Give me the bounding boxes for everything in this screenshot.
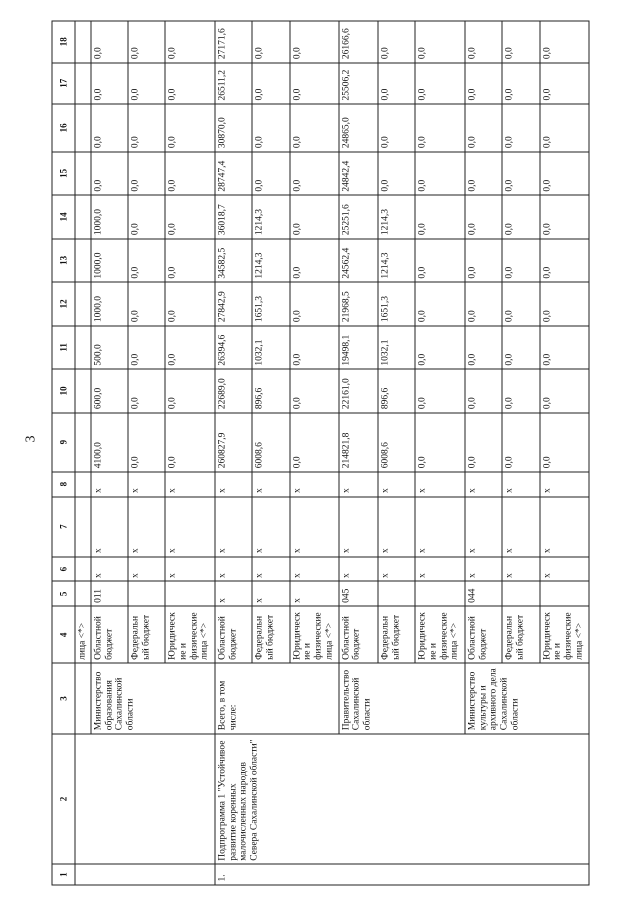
cell-value: 0,0 <box>502 195 539 239</box>
cell-code: 045 <box>338 581 377 606</box>
cell-x: x <box>338 496 377 556</box>
cell-value: 36018,7 <box>215 195 252 239</box>
cell-x: x <box>215 496 252 556</box>
cell-value: 1214,3 <box>378 195 415 239</box>
cell-value: 0,0 <box>539 104 588 152</box>
cell-value: 0,0 <box>502 62 539 103</box>
cell-value: 500,0 <box>90 325 127 369</box>
cell-source: Областной бюджет <box>338 606 377 663</box>
cell-x: x <box>502 556 539 581</box>
cell-source: Областной бюджет <box>90 606 127 663</box>
budget-table <box>51 20 589 885</box>
cell-value: 0,0 <box>128 412 165 471</box>
cell-value: 26394,6 <box>215 325 252 369</box>
cell-x: x <box>415 471 465 496</box>
cell-value: 0,0 <box>415 21 465 63</box>
cell-code: 011 <box>90 581 127 606</box>
cell-value: 6008,6 <box>378 412 415 471</box>
cell-value: 0,0 <box>128 21 165 63</box>
cell-value: 0,0 <box>378 21 415 63</box>
cell-value: 30870,0 <box>215 104 252 152</box>
cell-x: x <box>252 496 289 556</box>
cell-empty <box>74 663 90 733</box>
col-header: 12 <box>52 282 75 326</box>
cell-value: 4100,0 <box>90 412 127 471</box>
cell-value: 0,0 <box>289 282 338 326</box>
cell-x: x <box>415 496 465 556</box>
cell-value: 0,0 <box>415 151 465 195</box>
cell-value: 0,0 <box>378 151 415 195</box>
cell-x: x <box>128 556 165 581</box>
cell-value: 0,0 <box>502 238 539 282</box>
cell-executor: Министерство образования Сахалинской области <box>90 663 214 733</box>
cell-value: 0,0 <box>90 62 127 103</box>
cell-code: x <box>289 581 338 606</box>
cell-value: 214821,8 <box>338 412 377 471</box>
cell-source: Областной бюджет <box>215 606 252 663</box>
cell-value: 24842,4 <box>338 151 377 195</box>
cell-value: 27171,6 <box>215 21 252 63</box>
page-number: 3 <box>23 435 39 443</box>
cell-x: x <box>289 556 338 581</box>
col-header: 7 <box>52 496 75 556</box>
cell-value: 0,0 <box>165 238 215 282</box>
cell-value: 0,0 <box>502 325 539 369</box>
cell-value: 600,0 <box>90 369 127 413</box>
cell-value: 896,6 <box>252 369 289 413</box>
cell-value: 0,0 <box>465 151 502 195</box>
cell-value: 0,0 <box>165 104 215 152</box>
cell-value: 1214,3 <box>252 195 289 239</box>
cell-value: 27842,9 <box>215 282 252 326</box>
cell-value: 0,0 <box>252 151 289 195</box>
cell-value: 0,0 <box>539 62 588 103</box>
cell-value: 19498,1 <box>338 325 377 369</box>
cell-value: 0,0 <box>252 21 289 63</box>
cell-value: 22161,0 <box>338 369 377 413</box>
cell-value: 34582,5 <box>215 238 252 282</box>
col-header: 13 <box>52 238 75 282</box>
cell-code <box>378 581 415 606</box>
cell-x: x <box>539 471 588 496</box>
cell-source: Федеральный бюджет <box>502 606 539 663</box>
cell-x: x <box>378 471 415 496</box>
cell-value: 0,0 <box>465 104 502 152</box>
header-row <box>52 21 75 885</box>
cell-value: 22689,0 <box>215 369 252 413</box>
cell-code <box>539 581 588 606</box>
cell-value: 21968,5 <box>338 282 377 326</box>
cell-value: 0,0 <box>128 238 165 282</box>
cell-code <box>502 581 539 606</box>
cell-x: x <box>165 556 215 581</box>
cell-value: 0,0 <box>539 412 588 471</box>
cell-x: x <box>378 496 415 556</box>
col-header: 9 <box>52 412 75 471</box>
cell-value: 0,0 <box>378 104 415 152</box>
cell-x: x <box>502 496 539 556</box>
fragment-row <box>74 21 90 885</box>
cell-x: x <box>378 556 415 581</box>
col-header: 2 <box>52 733 75 864</box>
cell-code: x <box>252 581 289 606</box>
cell-source: Юридические и физические лица <*> <box>165 606 215 663</box>
cell-value: 0,0 <box>415 104 465 152</box>
cell-x: x <box>539 496 588 556</box>
cell-value: 0,0 <box>128 104 165 152</box>
cell-value: 0,0 <box>165 21 215 63</box>
cell-value: 0,0 <box>252 62 289 103</box>
cell-value: 0,0 <box>128 151 165 195</box>
cell-value: 0,0 <box>539 195 588 239</box>
cell-value: 0,0 <box>165 282 215 326</box>
cell-value: 0,0 <box>465 412 502 471</box>
cell-number: 1. <box>215 864 589 885</box>
cell-x: x <box>252 556 289 581</box>
cell-value: 0,0 <box>128 62 165 103</box>
cell-value: 1032,1 <box>378 325 415 369</box>
cell-value: 0,0 <box>539 369 588 413</box>
cell-value: 0,0 <box>465 282 502 326</box>
cell-value: 0,0 <box>465 369 502 413</box>
cell-x: x <box>415 556 465 581</box>
cell-value: 0,0 <box>165 412 215 471</box>
cell-value: 0,0 <box>378 62 415 103</box>
cell-x: x <box>465 556 502 581</box>
col-header: 1 <box>52 864 75 885</box>
cell-x: x <box>215 556 252 581</box>
cell-source: Федеральный бюджет <box>378 606 415 663</box>
cell-x: x <box>338 471 377 496</box>
cell-code <box>128 581 165 606</box>
cell-value: 0,0 <box>415 325 465 369</box>
cell-value: 0,0 <box>165 325 215 369</box>
col-header: 15 <box>52 151 75 195</box>
col-header: 18 <box>52 21 75 63</box>
table-row <box>215 21 252 885</box>
cell-x: x <box>128 471 165 496</box>
cell-value: 28747,4 <box>215 151 252 195</box>
cell-value: 0,0 <box>539 282 588 326</box>
cell-value: 1000,0 <box>90 195 127 239</box>
cell-value: 25251,6 <box>338 195 377 239</box>
cell-code: 044 <box>465 581 502 606</box>
cell-value: 0,0 <box>539 325 588 369</box>
cell-value: 0,0 <box>502 21 539 63</box>
col-header: 8 <box>52 471 75 496</box>
col-header: 4 <box>52 606 75 663</box>
cell-x: x <box>165 496 215 556</box>
cell-value: 0,0 <box>415 412 465 471</box>
cell-value: 0,0 <box>165 195 215 239</box>
cell-value: 0,0 <box>289 21 338 63</box>
cell-x: x <box>252 471 289 496</box>
cell-value: 1214,3 <box>378 238 415 282</box>
cell-value: 0,0 <box>415 369 465 413</box>
cell-source: Областной бюджет <box>465 606 502 663</box>
cell-source: Федеральный бюджет <box>252 606 289 663</box>
cell-value: 0,0 <box>539 238 588 282</box>
cell-value: 0,0 <box>289 104 338 152</box>
cell-value: 0,0 <box>289 325 338 369</box>
col-header: 6 <box>52 556 75 581</box>
cell-x: x <box>90 471 127 496</box>
cell-empty <box>74 733 214 864</box>
cell-value: 0,0 <box>502 151 539 195</box>
cell-value: 0,0 <box>465 21 502 63</box>
cell-x: x <box>465 471 502 496</box>
cell-value: 0,0 <box>539 151 588 195</box>
cell-source: Юридические и физические лица <*> <box>539 606 588 663</box>
col-header: 16 <box>52 104 75 152</box>
cell-value: 0,0 <box>415 195 465 239</box>
cell-executor: Министерство культуры и архивного дела Сахалинской области <box>465 663 589 733</box>
cell-value: 0,0 <box>289 151 338 195</box>
cell-value: 0,0 <box>502 104 539 152</box>
cell-x: x <box>165 471 215 496</box>
cell-value: 0,0 <box>465 325 502 369</box>
cell-value: 0,0 <box>465 62 502 103</box>
col-header: 10 <box>52 369 75 413</box>
cell-value: 0,0 <box>289 412 338 471</box>
cell-value: 0,0 <box>90 151 127 195</box>
cell-value: 1000,0 <box>90 238 127 282</box>
cell-x: x <box>289 471 338 496</box>
col-header: 11 <box>52 325 75 369</box>
cell-value: 0,0 <box>128 195 165 239</box>
cell-x: x <box>215 471 252 496</box>
cell-value: 0,0 <box>128 282 165 326</box>
cell-source: Юридические и физические лица <*> <box>415 606 465 663</box>
cell-executor: Правительство Сахалинской области <box>338 663 464 733</box>
cell-value: 0,0 <box>502 282 539 326</box>
cell-executor: Всего, в том числе: <box>215 663 339 733</box>
cell-code <box>415 581 465 606</box>
cell-program: Подпрограмма 1 "Устойчивое развитие коренных малочисленных народов Севера Сахалинской области" <box>215 733 589 864</box>
cell-x: x <box>289 496 338 556</box>
cell-fragment: лица <*> <box>74 606 90 663</box>
cell-value: 0,0 <box>465 238 502 282</box>
cell-value: 0,0 <box>128 325 165 369</box>
cell-source: Федеральный бюджет <box>128 606 165 663</box>
cell-value: 0,0 <box>165 151 215 195</box>
cell-value: 0,0 <box>90 104 127 152</box>
cell-value: 260827,9 <box>215 412 252 471</box>
cell-x: x <box>502 471 539 496</box>
cell-source: Юридические и физические лица <*> <box>289 606 338 663</box>
cell-value: 0,0 <box>128 369 165 413</box>
cell-value: 0,0 <box>415 282 465 326</box>
cell-value: 0,0 <box>502 412 539 471</box>
cell-value: 0,0 <box>289 238 338 282</box>
cell-value: 0,0 <box>415 62 465 103</box>
cell-value: 1032,1 <box>252 325 289 369</box>
cell-value: 1000,0 <box>90 282 127 326</box>
cell-value: 0,0 <box>289 195 338 239</box>
col-header: 14 <box>52 195 75 239</box>
cell-value: 24865,0 <box>338 104 377 152</box>
col-header: 3 <box>52 663 75 733</box>
cell-x: x <box>90 496 127 556</box>
cell-code <box>165 581 215 606</box>
cell-value: 0,0 <box>415 238 465 282</box>
cell-value: 1651,3 <box>252 282 289 326</box>
cell-code: x <box>215 581 252 606</box>
cell-value: 6008,6 <box>252 412 289 471</box>
cell-x: x <box>465 496 502 556</box>
cell-x: x <box>338 556 377 581</box>
cell-value: 0,0 <box>289 62 338 103</box>
cell-value: 24562,4 <box>338 238 377 282</box>
cell-value: 1651,3 <box>378 282 415 326</box>
cell-value: 0,0 <box>539 21 588 63</box>
cell-value: 0,0 <box>502 369 539 413</box>
cell-x: x <box>90 556 127 581</box>
cell-value: 0,0 <box>465 195 502 239</box>
cell-empty <box>74 864 214 885</box>
cell-value: 0,0 <box>165 369 215 413</box>
cell-value: 896,6 <box>378 369 415 413</box>
cell-value: 0,0 <box>90 21 127 63</box>
col-header: 5 <box>52 581 75 606</box>
cell-value: 0,0 <box>289 369 338 413</box>
cell-value: 1214,3 <box>252 238 289 282</box>
cell-value: 26166,6 <box>338 21 377 63</box>
cell-value: 26511,2 <box>215 62 252 103</box>
cell-value: 0,0 <box>252 104 289 152</box>
cell-x: x <box>539 556 588 581</box>
cell-value: 0,0 <box>165 62 215 103</box>
cell-x: x <box>128 496 165 556</box>
cell-value: 25506,2 <box>338 62 377 103</box>
col-header: 17 <box>52 62 75 103</box>
